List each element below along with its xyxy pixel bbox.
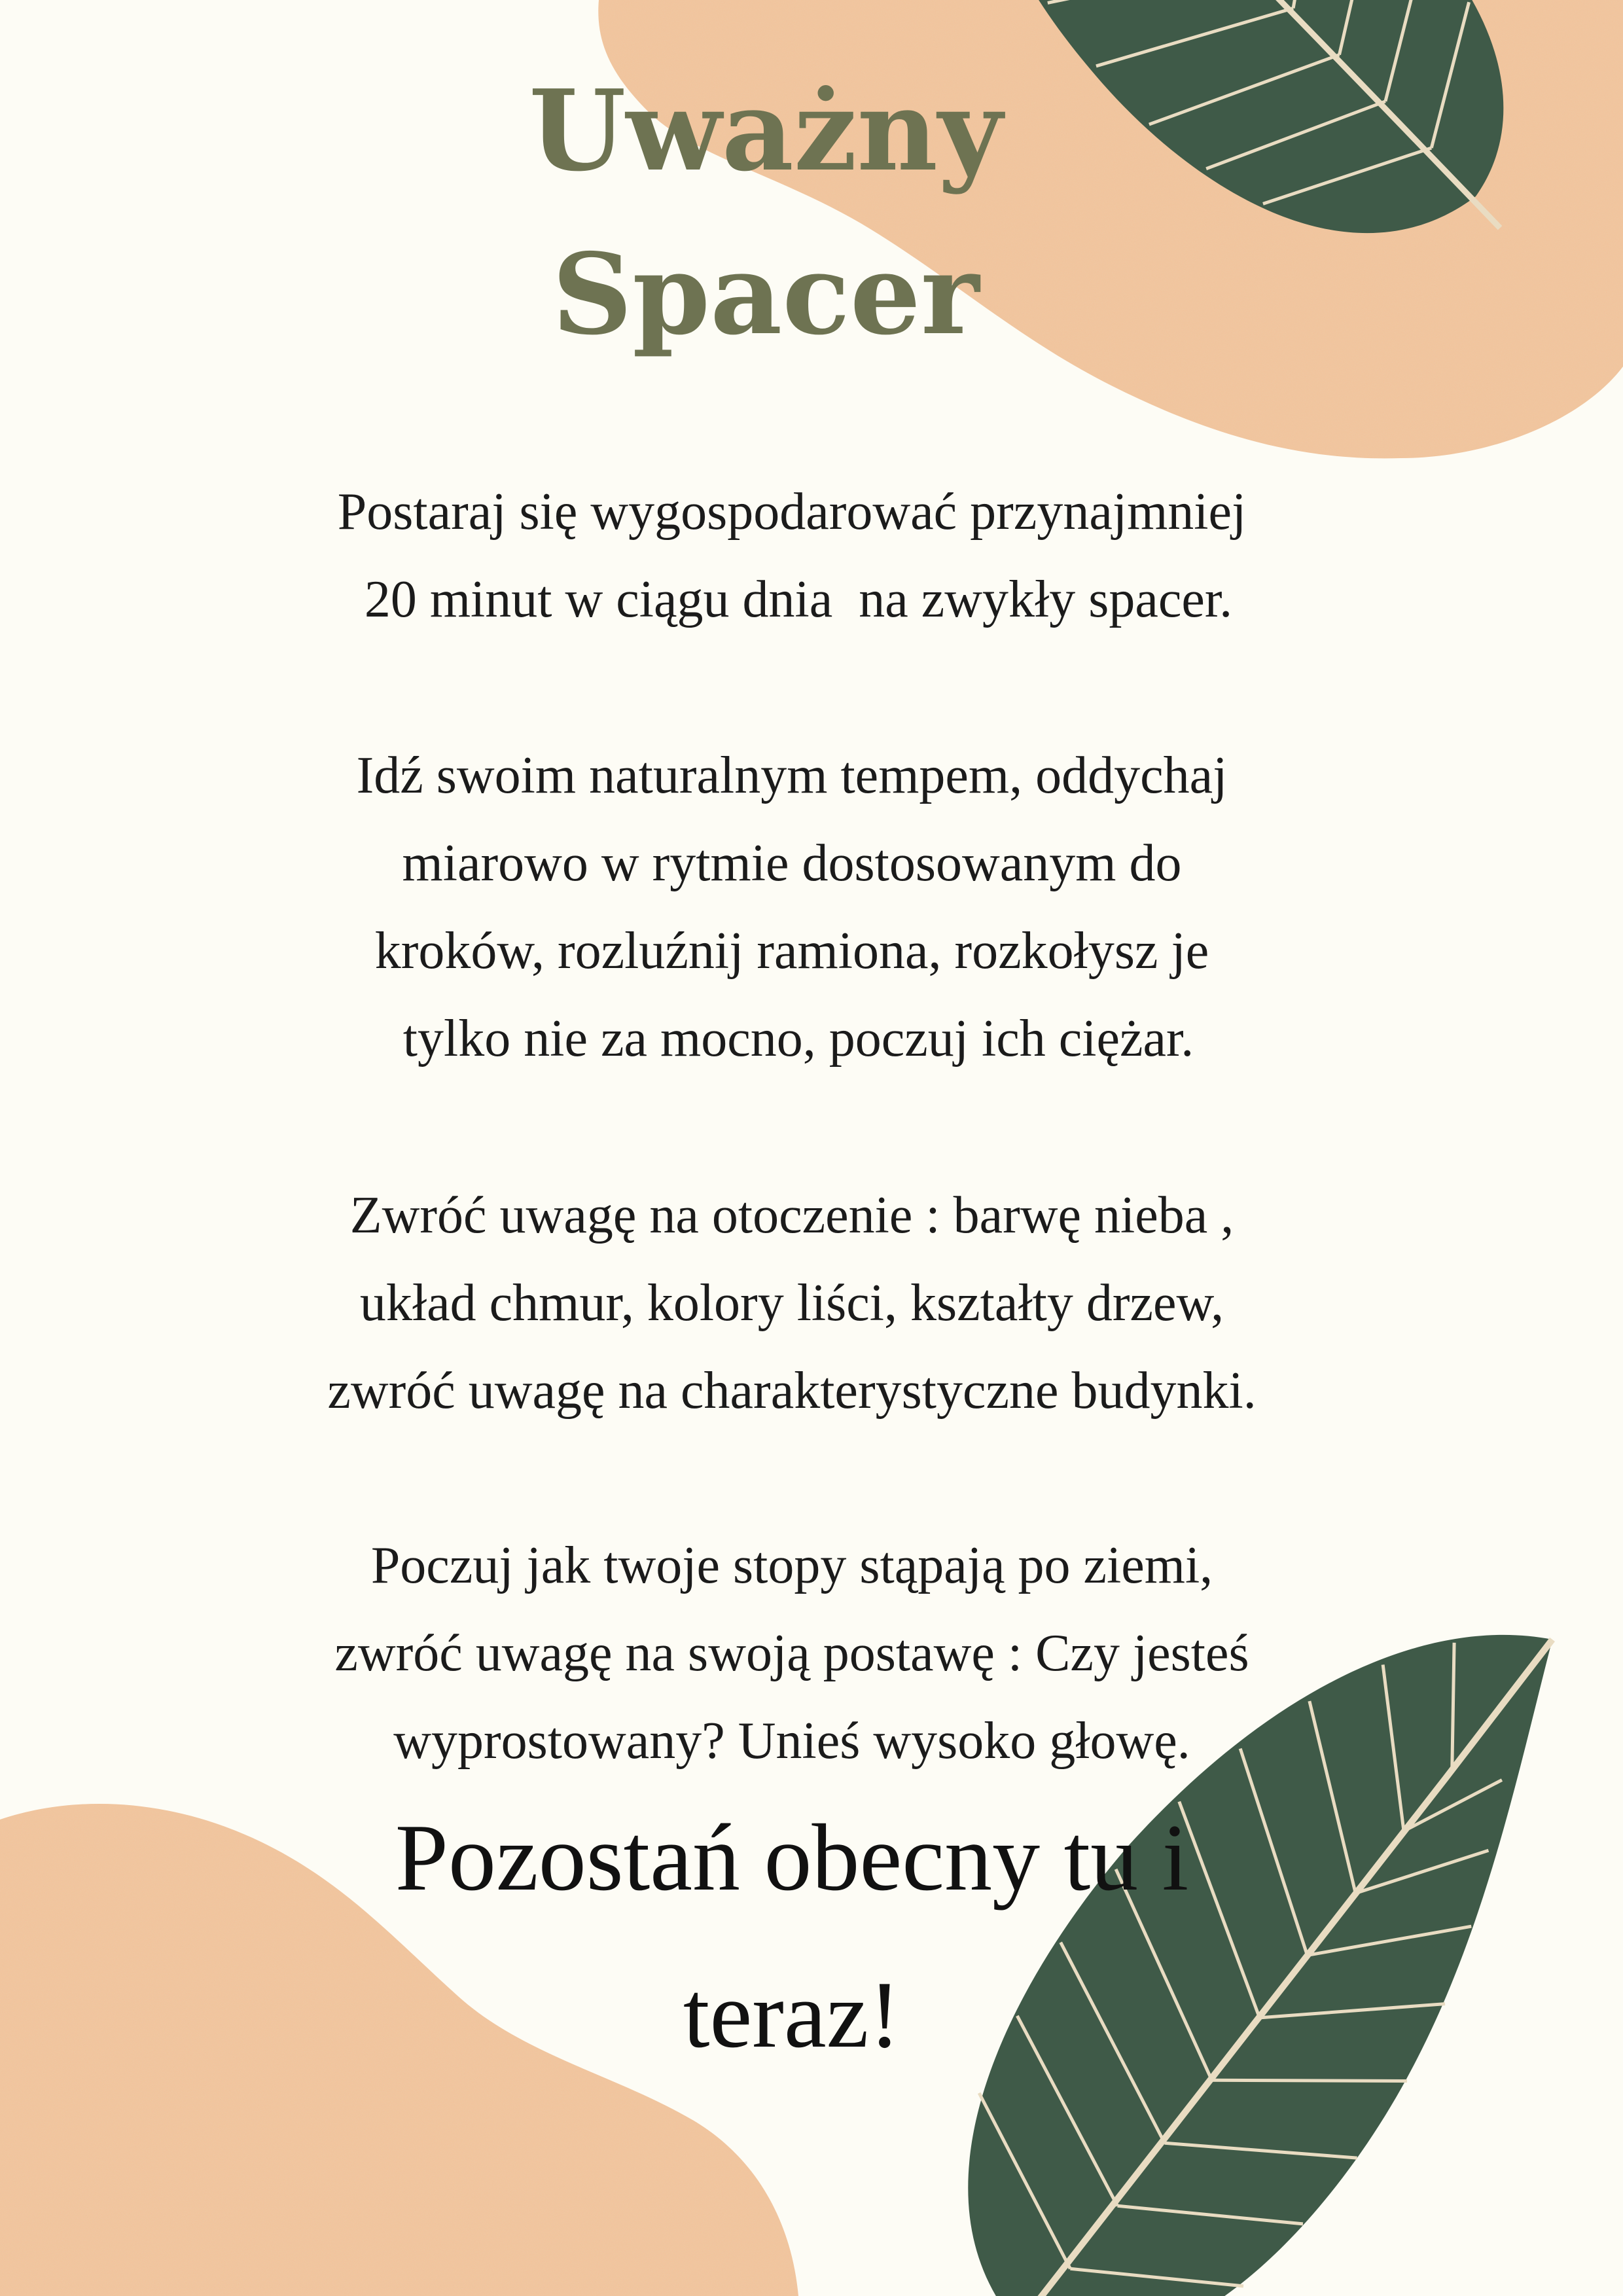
paragraph-line: Poczuj jak twoje stopy stąpają po ziemi,: [370, 1537, 1213, 1594]
closing-line-1: Pozostań obecny tu i: [395, 1804, 1189, 1910]
paragraph-2: [0, 732, 1584, 1083]
paragraph-line: Postaraj się wygospodarować przynajmniej: [337, 483, 1247, 541]
paragraph-line: miarowo w rytmie dostosowanym do: [402, 834, 1182, 892]
page-title-line-2: Spacer: [552, 229, 980, 360]
paragraph-line: Idź swoim naturalnym tempem, oddychaj: [356, 747, 1228, 804]
paragraph-line: kroków, rozluźnij ramiona, rozkołysz je: [374, 922, 1209, 980]
paragraph-line: układ chmur, kolory liści, kształty drzew,: [359, 1274, 1224, 1332]
paragraph-1: [0, 468, 1584, 643]
paragraph-line: Zwróć uwagę na otoczenie : barwę nieba ,: [349, 1187, 1234, 1244]
paragraph-line: wyprostowany? Unieś wysoko głowę.: [393, 1712, 1190, 1770]
paragraph-4: [0, 1522, 1584, 1785]
closing-line-2: teraz!: [683, 1962, 901, 2068]
paragraph-line: tylko nie za mocno, poczuj ich ciężar.: [389, 1010, 1194, 1067]
paragraph-line: 20 minut w ciągu dnia na zwykły spacer.: [351, 571, 1233, 628]
paragraph-line: zwróć uwagę na swoją postawę : Czy jesteś: [334, 1624, 1249, 1682]
paragraph-line: zwróć uwagę na charakterystyczne budynki.: [327, 1362, 1257, 1420]
page-title-line-1: Uważny: [529, 65, 1003, 196]
paragraph-3: [0, 1172, 1584, 1435]
